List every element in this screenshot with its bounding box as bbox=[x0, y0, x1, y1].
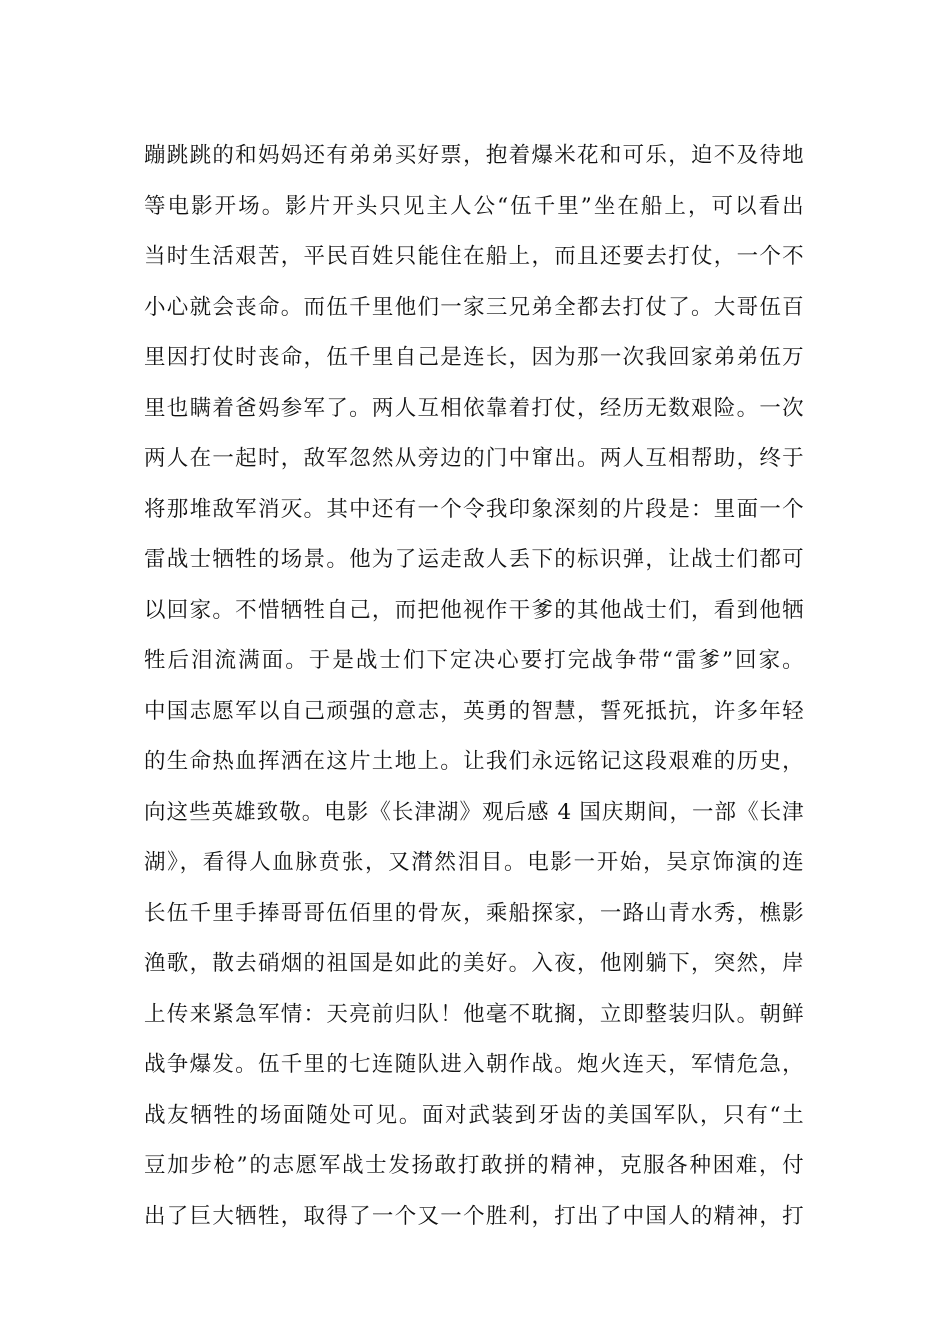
text-line: 等电影开场。影片开头只见主人公“伍千里”坐在船上，可以看出 bbox=[144, 193, 804, 219]
text-line: 战友牺牲的场面随处可见。面对武装到牙齿的美国军队，只有“土 bbox=[144, 1102, 804, 1128]
text-line: 出了巨大牺牲，取得了一个又一个胜利，打出了中国人的精神，打 bbox=[144, 1203, 804, 1229]
text-line: 两人在一起时，敌军忽然从旁边的门中窜出。两人互相帮助，终于 bbox=[144, 446, 804, 471]
text-line: 里也瞒着爸妈参军了。两人互相依靠着打仗，经历无数艰险。一次 bbox=[144, 395, 804, 421]
text-line: 渔歌，散去硝烟的祖国是如此的美好。入夜，他刚躺下，突然，岸 bbox=[144, 951, 804, 976]
text-line: 雷战士牺牲的场景。他为了运走敌人丢下的标识弹，让战士们都可 bbox=[144, 547, 804, 572]
text-line: 以回家。不惜牺牲自己，而把他视作干爹的其他战士们，看到他牺 bbox=[144, 597, 804, 623]
text-line: 长伍千里手捧哥哥伍佰里的骨灰，乘船探家，一路山青水秀，樵影 bbox=[144, 900, 804, 926]
text-line: 小心就会丧命。而伍千里他们一家三兄弟全都去打仗了。大哥伍百 bbox=[144, 294, 804, 320]
text-line: 豆加步枪”的志愿军战士发扬敢打敢拼的精神，克服各种困难，付 bbox=[144, 1153, 804, 1178]
text-line: 里因打仗时丧命，伍千里自己是连长，因为那一次我回家弟弟伍万 bbox=[144, 345, 804, 370]
text-line: 中国志愿军以自己顽强的意志，英勇的智慧，誓死抵抗，许多年轻 bbox=[144, 698, 804, 724]
text-line: 向这些英雄致敬。电影《长津湖》观后感 4 国庆期间，一部《长津 bbox=[144, 799, 804, 825]
text-line: 当时生活艰苦，平民百姓只能住在船上，而且还要去打仗，一个不 bbox=[144, 244, 804, 269]
text-line: 蹦跳跳的和妈妈还有弟弟买好票，抱着爆米花和可乐，迫不及待地 bbox=[144, 143, 804, 168]
text-line: 上传来紧急军情：天亮前归队！他毫不耽搁，立即整装归队。朝鲜 bbox=[144, 1001, 804, 1027]
text-line: 将那堆敌军消灭。其中还有一个令我印象深刻的片段是：里面一个 bbox=[144, 496, 804, 522]
body-text bbox=[144, 131, 804, 1242]
text-line: 湖》，看得人血脉贲张，又潸然泪目。电影一开始，吴京饰演的连 bbox=[144, 850, 804, 875]
text-line: 牲后泪流满面。于是战士们下定决心要打完战争带“雷爹”回家。 bbox=[144, 648, 804, 673]
text-line: 战争爆发。伍千里的七连随队进入朝作战。炮火连天，军情危急， bbox=[144, 1052, 804, 1077]
text-line: 的生命热血挥洒在这片土地上。让我们永远铭记这段艰难的历史， bbox=[144, 749, 804, 774]
